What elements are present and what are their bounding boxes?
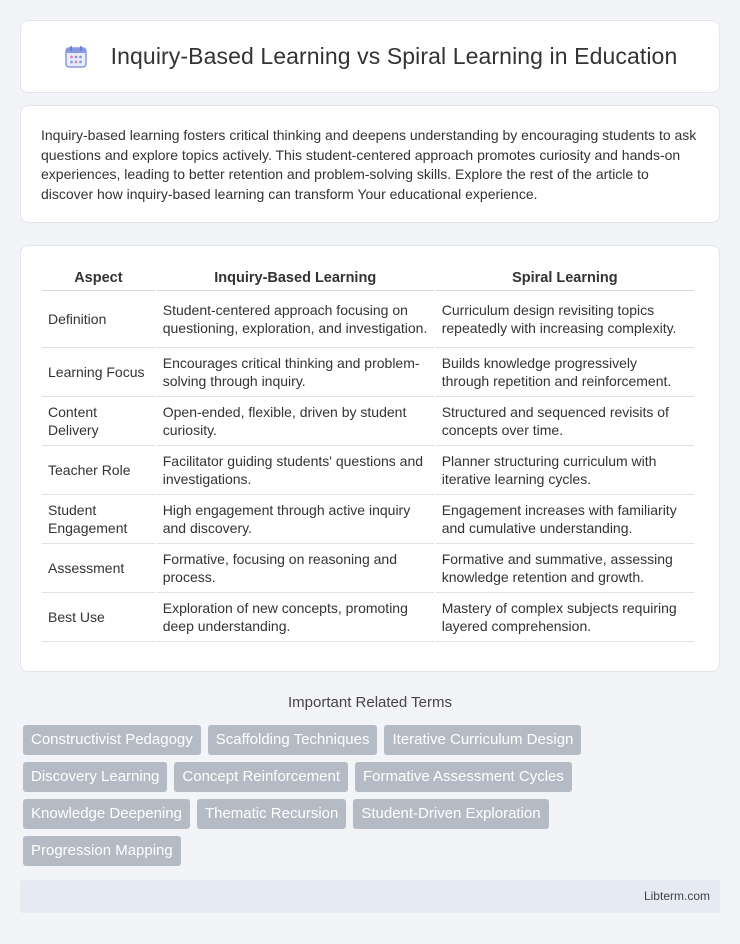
table-row (42, 291, 694, 348)
term-tag[interactable]: Student-Driven Exploration (353, 799, 548, 829)
table-cell-spiral: Engagement increases with familiarity and cumulative understanding. (436, 495, 694, 544)
table-header-row (42, 264, 694, 291)
footer (20, 880, 720, 913)
table-row (42, 348, 694, 397)
term-tag[interactable]: Knowledge Deepening (23, 799, 190, 829)
term-tag[interactable]: Discovery Learning (23, 762, 167, 792)
intro-paragraph: Inquiry-based learning fosters critical thinking and deepens understanding by encouraging students to ask questions and explore topics actively. This student-centered approach promotes curiosity and hands-on experiences, leading to better retention and problem-solving skills. Explore the rest of the article to discover how inquiry-based learning can transform Your educational experience. (41, 127, 697, 202)
table-cell-spiral: Builds knowledge progressively through repetition and reinforcement. (436, 348, 694, 397)
term-tag[interactable]: Progression Mapping (23, 836, 181, 866)
table-cell-inquiry: Formative, focusing on reasoning and process. (157, 544, 434, 593)
table-cell-inquiry: Open-ended, flexible, driven by student curiosity. (157, 397, 434, 446)
term-row (23, 799, 723, 829)
term-row (23, 725, 723, 755)
table-cell-aspect: Assessment (42, 544, 155, 593)
term-tag[interactable]: Formative Assessment Cycles (355, 762, 572, 792)
intro-card (20, 105, 720, 223)
table-row (42, 397, 694, 446)
table-cell-inquiry: Student-centered approach focusing on questioning, exploration, and investigation. (157, 291, 434, 348)
table-cell-inquiry: Encourages critical thinking and problem-solving through inquiry. (157, 348, 434, 397)
term-row (23, 762, 723, 792)
table-cell-aspect: Teacher Role (42, 446, 155, 495)
related-terms-list (23, 725, 723, 873)
footer-site-link[interactable]: Libterm.com (643, 889, 710, 903)
table-cell-aspect: Best Use (42, 593, 155, 642)
table-cell-inquiry: High engagement through active inquiry and discovery. (157, 495, 434, 544)
table-cell-aspect: Content Delivery (42, 397, 155, 446)
calendar-grid-icon (63, 44, 89, 70)
table-row (42, 593, 694, 642)
table-cell-spiral: Mastery of complex subjects requiring layered comprehension. (436, 593, 694, 642)
term-tag[interactable]: Constructivist Pedagogy (23, 725, 201, 755)
table-cell-spiral: Planner structuring curriculum with iterative learning cycles. (436, 446, 694, 495)
comparison-table-card (20, 245, 720, 672)
table-row (42, 544, 694, 593)
table-cell-spiral: Formative and summative, assessing knowledge retention and growth. (436, 544, 694, 593)
related-terms-title: Important Related Terms (288, 694, 452, 711)
term-tag[interactable]: Iterative Curriculum Design (384, 725, 581, 755)
table-cell-inquiry: Facilitator guiding students' questions and investigations. (157, 446, 434, 495)
term-tag[interactable]: Scaffolding Techniques (208, 725, 378, 755)
term-row (23, 836, 723, 866)
header-card (20, 20, 720, 93)
table-cell-spiral: Curriculum design revisiting topics repeatedly with increasing complexity. (436, 291, 694, 348)
table-row (42, 446, 694, 495)
comparison-table (40, 264, 696, 642)
page-title: Inquiry-Based Learning vs Spiral Learning in Education (110, 43, 678, 69)
term-tag[interactable]: Thematic Recursion (197, 799, 346, 829)
table-cell-aspect: Definition (42, 291, 155, 348)
table-cell-aspect: Student Engagement (42, 495, 155, 544)
header-aspect: Aspect (42, 264, 155, 291)
table-cell-inquiry: Exploration of new concepts, promoting deep understanding. (157, 593, 434, 642)
header-inquiry: Inquiry-Based Learning (157, 264, 434, 291)
table-row (42, 495, 694, 544)
table-cell-aspect: Learning Focus (42, 348, 155, 397)
term-tag[interactable]: Concept Reinforcement (174, 762, 348, 792)
table-cell-spiral: Structured and sequenced revisits of concepts over time. (436, 397, 694, 446)
header-spiral: Spiral Learning (436, 264, 694, 291)
